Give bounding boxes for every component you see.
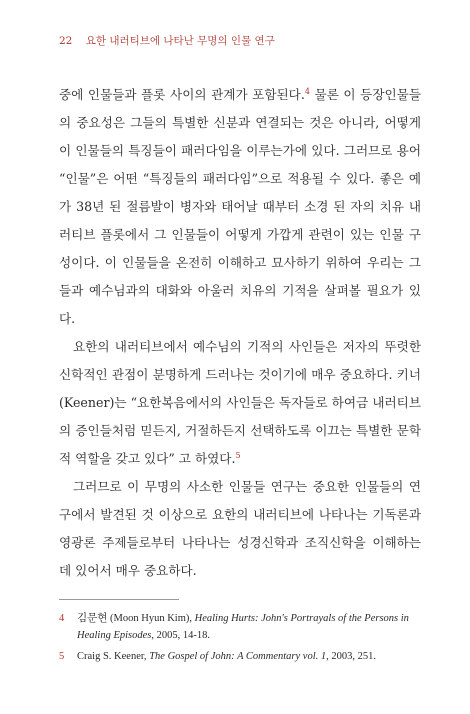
paragraph-2 xyxy=(59,333,421,473)
footnote-number: 5 xyxy=(59,651,65,662)
paragraph-text: 요한의 내러티브에서 예수님의 기적의 사인들은 저자의 뚜렷한 신학적인 관점이 분명하게 드러나는 것이기에 매우 중요하다. 키너(Keener)는 “요한복음에서의 사인들은 독자들로 하여금 내러티브의 증인들처럼 믿든지, 거절하든지 선택하도록 이끄는 특별한 문학적 역할을 갖고 있다” 고 하였다. xyxy=(59,339,421,466)
footnote-title: The Gospel of John: A Commentary vol. 1 xyxy=(149,651,327,662)
paragraph-text: 중에 인물들과 플롯 사이의 관계가 포함된다. xyxy=(59,87,305,102)
footnote-author: Craig S. Keener, xyxy=(77,651,150,662)
running-header xyxy=(59,33,275,48)
paragraph-1 xyxy=(59,81,421,333)
page-number: 22 xyxy=(59,35,73,47)
running-title: 요한 내러티브에 나타난 무명의 인물 연구 xyxy=(85,35,275,47)
footnote-author: 김문현 (Moon Hyun Kim), xyxy=(77,613,195,624)
footnote-details: , 2003, 251. xyxy=(326,651,376,662)
paragraph-text: 물론 이 등장인물들의 중요성은 그들의 특별한 신분과 연결되는 것은 아니라, 어떻게 이 인물들의 특징들이 패러다임을 이루는가에 있다. 그러므로 용어 “인물”은 어떤 “특징들의 패러다임”으로 적용될 수 있다. 좋은 예가 38년 된 절름발이 병자와 태어날 때부터 소경 된 자의 치유 내러티브 플롯에서 그 인물들이 어떻게 가깝게 관련이 있는 인물 구성이다. 이 인물들을 온전히 이해하고 묘사하기 위하여 우리는 그들과 예수님과의 대화와 아울러 치유의 기적을 살펴볼 필요가 있다. xyxy=(59,87,421,326)
paragraph-3 xyxy=(59,473,421,585)
footnote-number: 4 xyxy=(59,613,65,624)
footnote-4 xyxy=(59,610,421,644)
footnote-title: Healing Hurts: John's Portrayals of the Persons in Healing Episodes xyxy=(77,613,409,641)
footnote-ref-5[interactable]: 5 xyxy=(235,450,241,460)
footnote-divider xyxy=(59,599,179,600)
footnotes xyxy=(59,610,421,669)
footnote-details: , 2005, 14-18. xyxy=(151,630,210,641)
body-text xyxy=(59,81,421,585)
footnote-ref-4[interactable]: 4 xyxy=(304,86,310,96)
footnote-5 xyxy=(59,648,421,665)
footnote-text xyxy=(77,610,421,644)
paragraph-text: 그러므로 이 무명의 사소한 인물들 연구는 중요한 인물들의 연구에서 발견된 것 이상으로 요한의 내러티브에 나타나는 기독론과 영광론 주제들로부터 나타나는 성경신학과 조직신학을 이해하는 데 있어서 매우 중요하다. xyxy=(59,479,421,578)
footnote-text xyxy=(77,648,421,665)
